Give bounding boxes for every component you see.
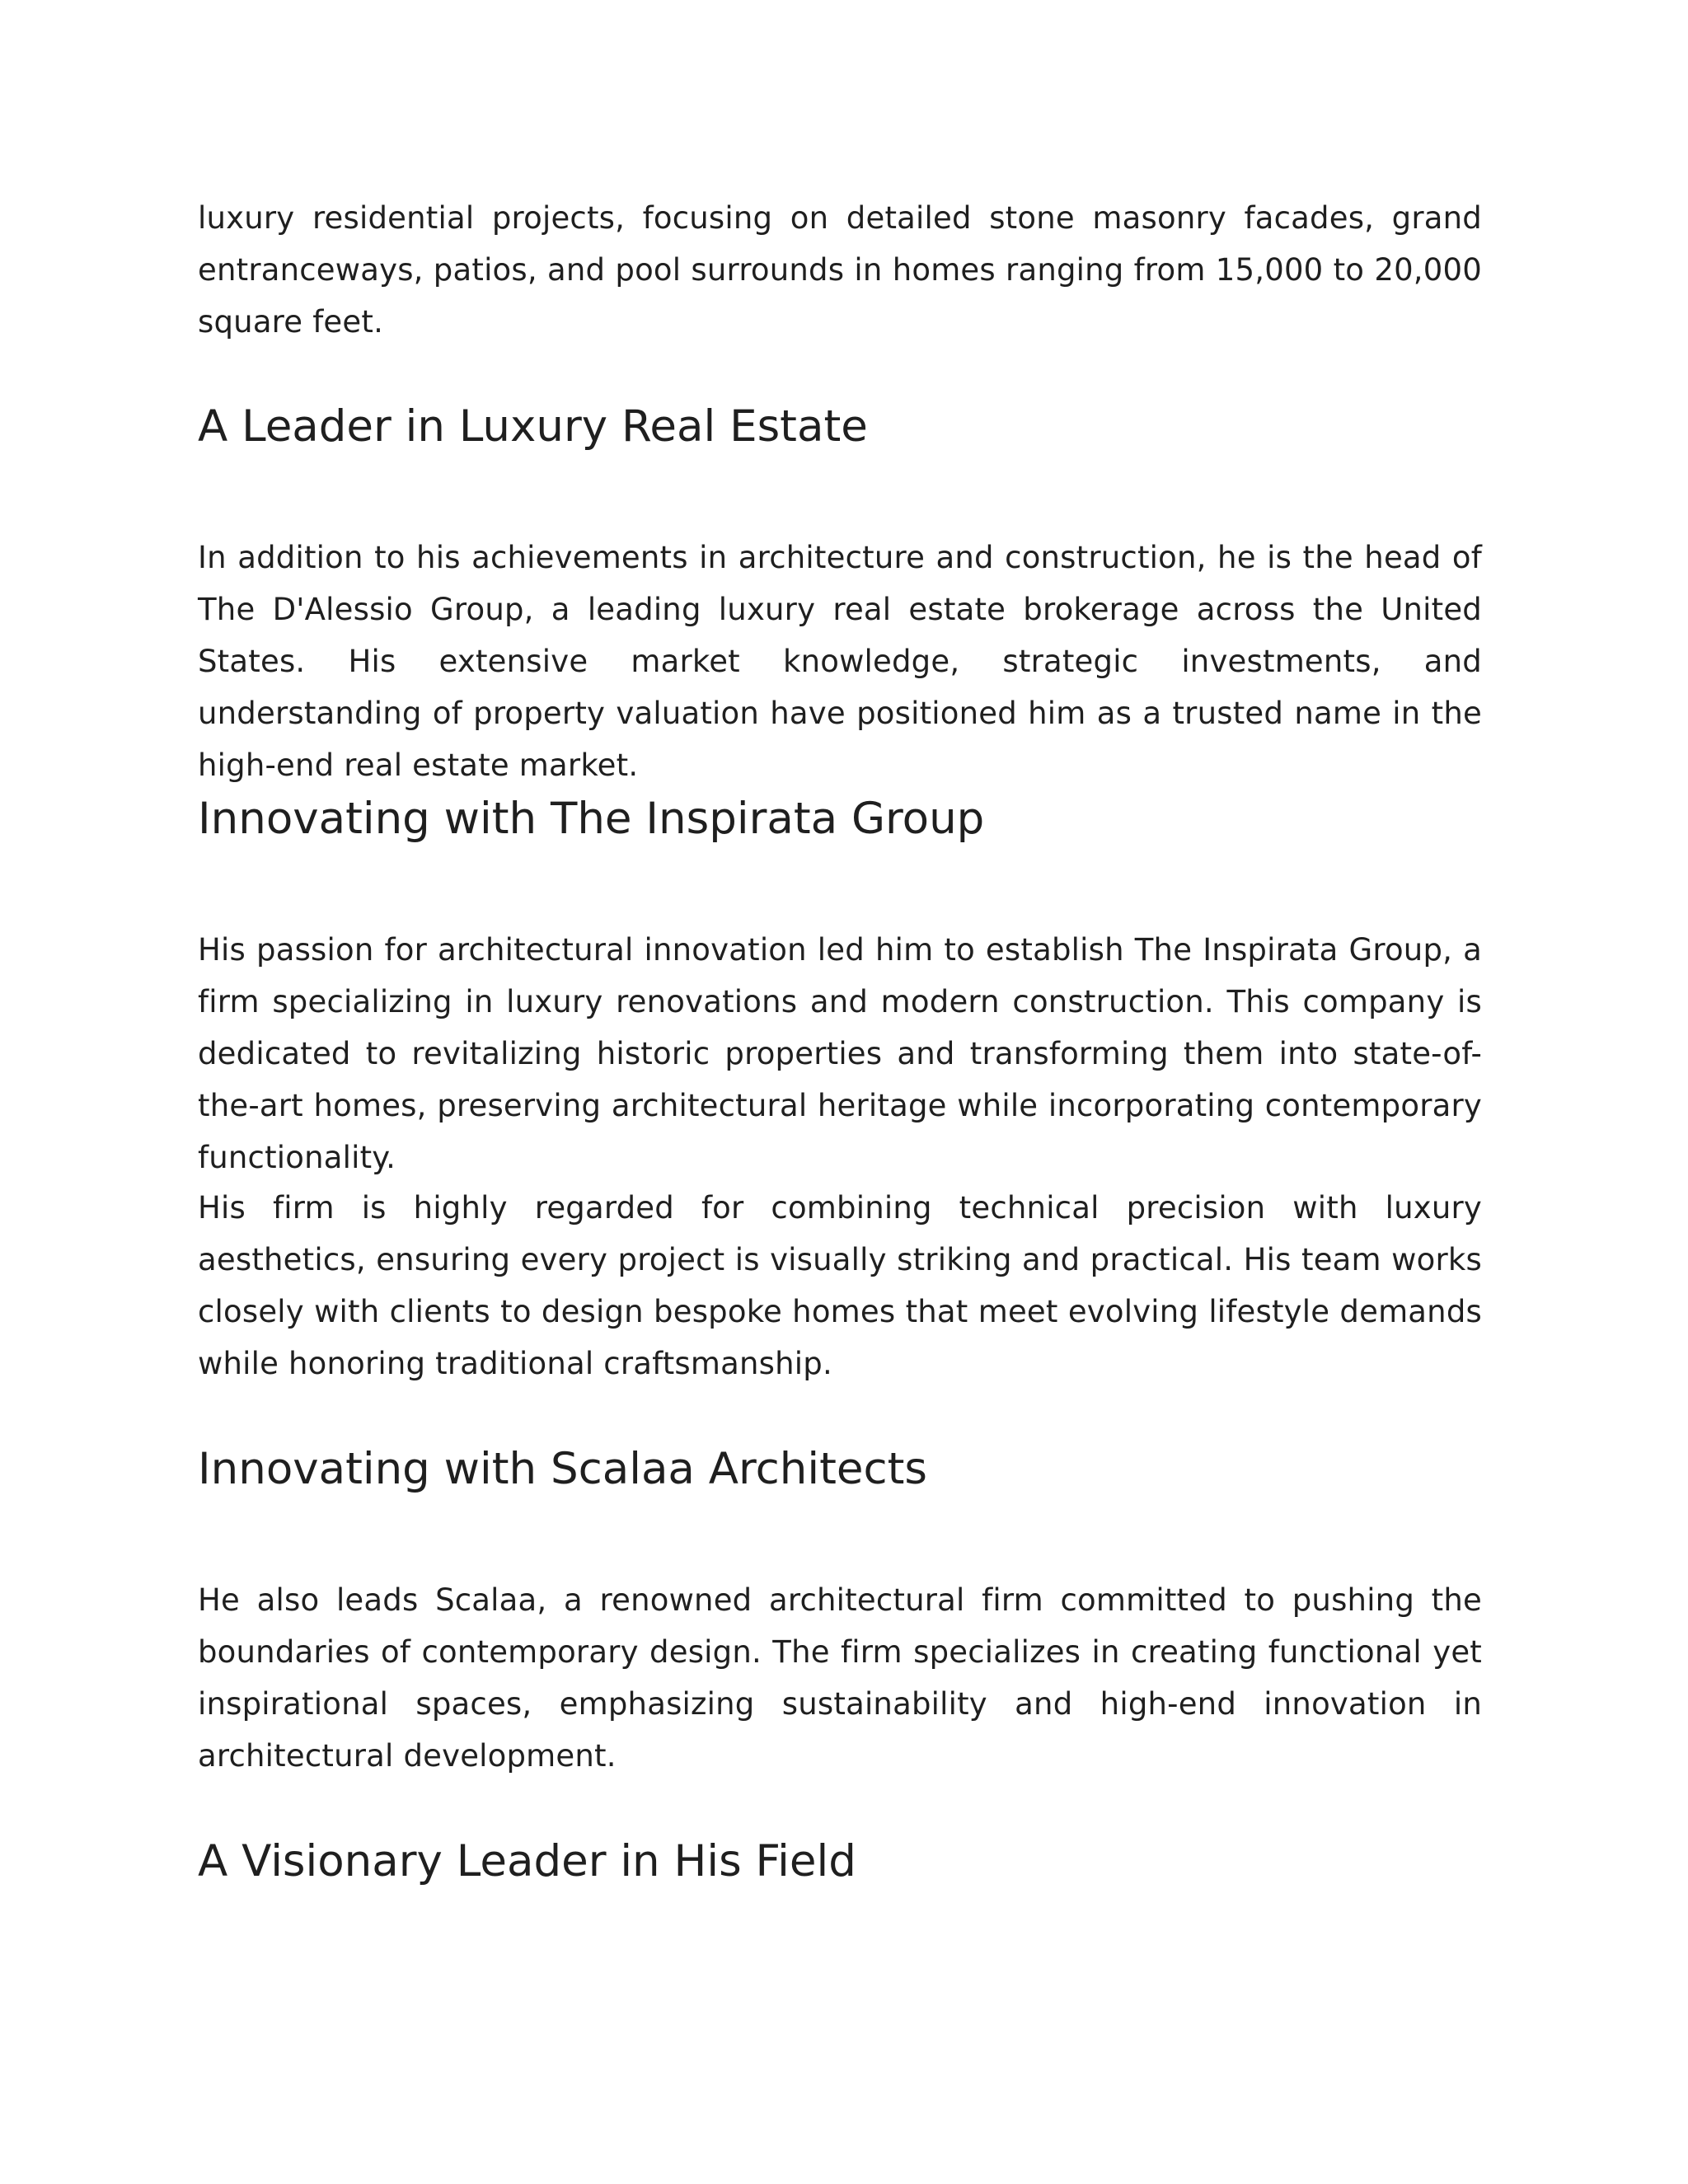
section-heading-inspirata-group: Innovating with The Inspirata Group [198, 794, 985, 844]
intro-paragraph: luxury residential projects, focusing on detailed stone masonry facades, grand entranceways, patios, and pool surrounds in homes ranging from 15,000 to 20,000 square feet. [198, 200, 1482, 340]
section-paragraph-inspirata-firm: His firm is highly regarded for combining technical precision with luxury aesthetics, ensuring every project is visually striking and practical. His team works closely with clients to design bespoke homes that meet evolving lifestyle demands while honoring traditional craftsmanship. [198, 1190, 1482, 1381]
section-paragraph-inspirata-intro: His passion for architectural innovation led him to establish The Inspirata Group, a firm specializing in luxury renovations and modern construction. This company is dedicated to revitalizing historic properties and transforming them into state-of-the-art homes, preserving architectural heritage while incorporating contemporary functionality. [198, 932, 1482, 1175]
section-paragraph-dalessio-group: In addition to his achievements in architecture and construction, he is the head of The D'Alessio Group, a leading luxury real estate brokerage across the United States. His extensive market knowledge, strategic investments, and understanding of property valuation have positioned him as a trusted name in the high-end real estate market. [198, 540, 1482, 783]
section-heading-scalaa-architects: Innovating with Scalaa Architects [198, 1444, 928, 1494]
section-paragraph-scalaa: He also leads Scalaa, a renowned architectural firm committed to pushing the boundaries of contemporary design. The firm specializes in creating functional yet inspirational spaces, emphasizing sustainability and high-end innovation in architectural development. [198, 1582, 1482, 1774]
section-heading-luxury-real-estate: A Leader in Luxury Real Estate [198, 401, 868, 452]
section-heading-visionary-leader: A Visionary Leader in His Field [198, 1836, 856, 1886]
